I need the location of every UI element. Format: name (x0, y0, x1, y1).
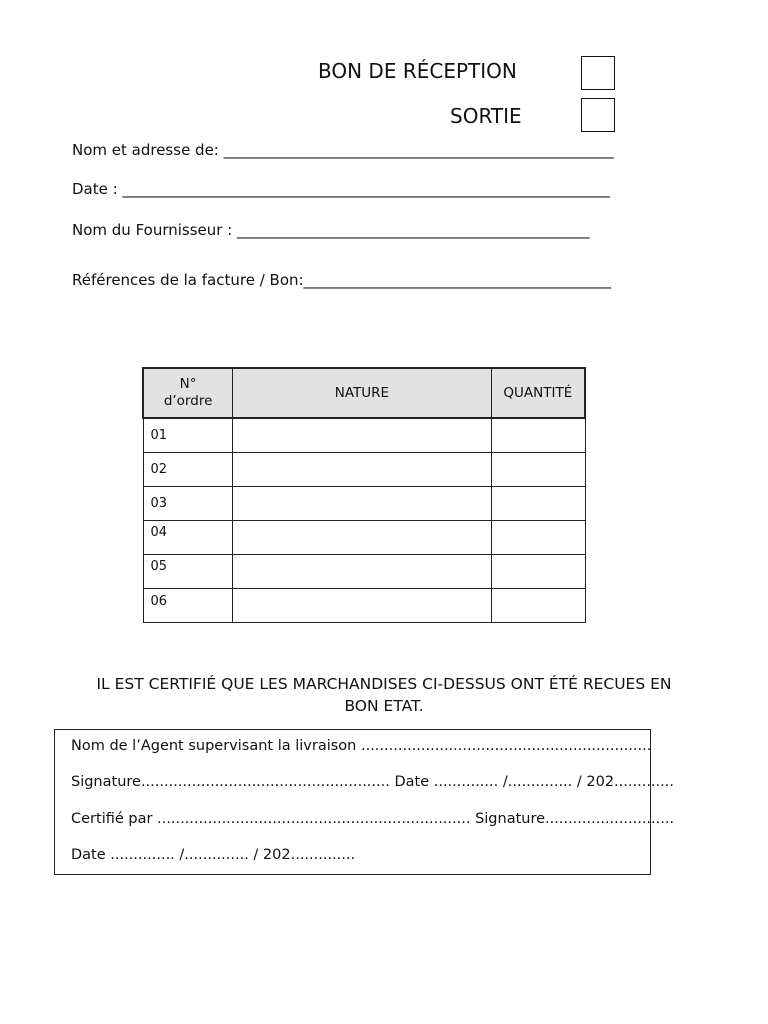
row-quantite-cell[interactable] (491, 555, 585, 589)
header-numero-ordre: N° d’ordre (143, 368, 233, 418)
row-nature-cell[interactable] (233, 418, 491, 453)
row-nature-cell[interactable] (233, 521, 491, 555)
signature-date-field[interactable]: Signature...................................................... Date .............. /.............. / 202............. (71, 774, 674, 790)
table-row (143, 418, 585, 453)
row-number: 01 (143, 418, 233, 453)
items-table (142, 367, 586, 623)
row-number: 04 (143, 521, 233, 555)
certification-line-2: BON ETAT. (344, 697, 424, 715)
row-number: 05 (143, 555, 233, 589)
table-row (143, 521, 585, 555)
field-references[interactable]: Références de la facture / Bon:_________________________________________ (72, 271, 612, 289)
row-quantite-cell[interactable] (491, 589, 585, 623)
row-quantite-cell[interactable] (491, 418, 585, 453)
row-number: 03 (143, 487, 233, 521)
reception-checkbox[interactable] (581, 56, 615, 90)
row-quantite-cell[interactable] (491, 521, 585, 555)
row-number: 06 (143, 589, 233, 623)
agent-name-field[interactable]: Nom de l’Agent supervisant la livraison ............................................................... (71, 738, 652, 754)
row-quantite-cell[interactable] (491, 487, 585, 521)
header-quantite: QUANTITÉ (491, 368, 585, 418)
row-nature-cell[interactable] (233, 589, 491, 623)
table-row (143, 453, 585, 487)
certified-by-field[interactable]: Certifié par .................................................................... Signature............................ (71, 811, 675, 827)
field-fournisseur[interactable]: Nom du Fournisseur : _______________________________________________ (72, 221, 590, 239)
field-nom-adresse[interactable]: Nom et adresse de: ____________________________________________________ (72, 141, 614, 159)
row-nature-cell[interactable] (233, 487, 491, 521)
sortie-checkbox[interactable] (581, 98, 615, 132)
header-nature: NATURE (233, 368, 491, 418)
final-date-field[interactable]: Date .............. /.............. / 202.............. (71, 847, 356, 863)
table-row (143, 487, 585, 521)
table-header-row (143, 368, 585, 418)
table-row (143, 589, 585, 623)
row-nature-cell[interactable] (233, 453, 491, 487)
field-date[interactable]: Date : _________________________________________________________________ (72, 180, 610, 198)
row-nature-cell[interactable] (233, 555, 491, 589)
signature-box (54, 729, 675, 875)
certification-statement (60, 673, 708, 717)
title-bon-de-reception: BON DE RÉCEPTION (318, 59, 517, 83)
certification-line-1: IL EST CERTIFIÉ QUE LES MARCHANDISES CI-DESSUS ONT ÉTÉ RECUES EN (96, 675, 672, 693)
table-row (143, 555, 585, 589)
row-number: 02 (143, 453, 233, 487)
row-quantite-cell[interactable] (491, 453, 585, 487)
title-sortie: SORTIE (450, 104, 522, 128)
